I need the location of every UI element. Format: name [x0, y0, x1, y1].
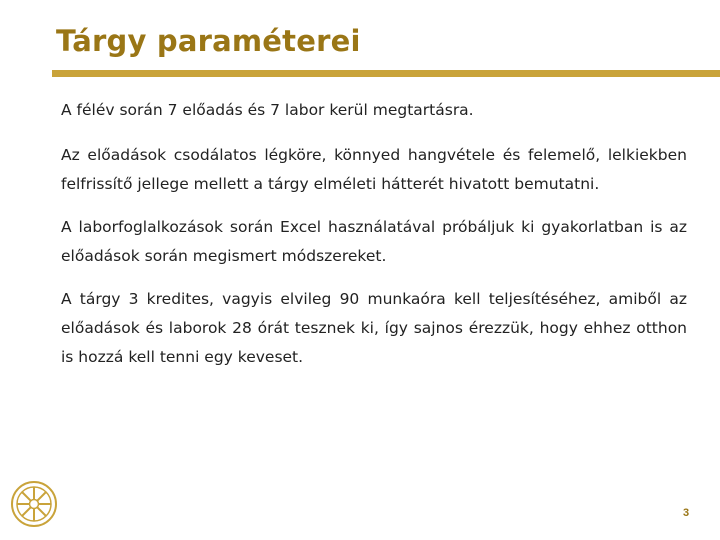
paragraph-credits: A tárgy 3 kredites, vagyis elvileg 90 munkaóra kell teljesítéséhez, amiből az előadások és laborok 28 órát tesznek ki, így sajnos érezzük, hogy ehhez otthon is hozzá kell tenni egy keveset.: [61, 290, 687, 366]
paragraph-lectures: Az előadások csodálatos légköre, könnyed hangvétele és felemelő, lelkiekben felfrissítő jellege mellett a tárgy elméleti hátterét hivatott bemutatni.: [61, 146, 687, 193]
slide-body: [61, 96, 687, 386]
slide-title: Tárgy paraméterei: [56, 24, 361, 58]
wheel-logo-icon: [10, 480, 58, 528]
title-underline: [52, 70, 720, 77]
page-number: 3: [683, 507, 690, 519]
paragraph-labs: A laborfoglalkozások során Excel használatával próbáljuk ki gyakorlatban is az előadások során megismert módszereket.: [61, 218, 687, 265]
paragraph-schedule: A félév során 7 előadás és 7 labor kerül megtartásra.: [61, 101, 474, 119]
